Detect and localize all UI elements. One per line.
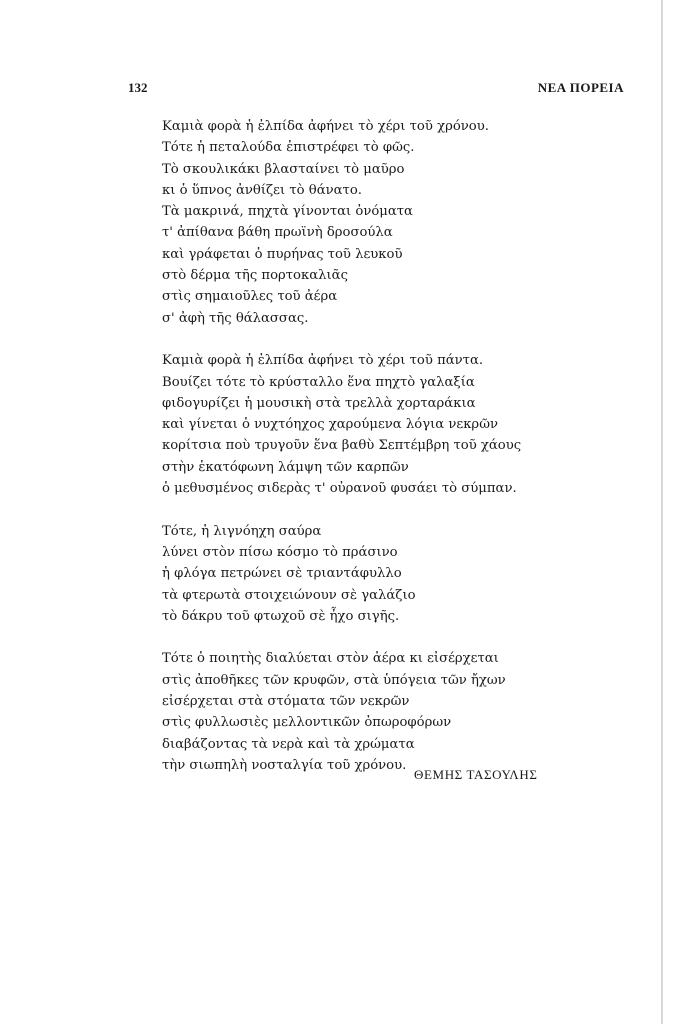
poem-line: εἰσέρχεται στὰ στόματα τῶν νεκρῶν	[162, 694, 410, 710]
poem-body	[162, 116, 582, 798]
page-edge	[661, 0, 663, 1024]
poem-line: τὴν σιωπηλὴ νοσταλγία τοῦ χρόνου.	[162, 757, 407, 773]
poem-line: τ' ἀπίθανα βάθη πρωϊνὴ δροσούλα	[162, 225, 393, 241]
stanza-1	[162, 116, 582, 329]
poem-line: στὶς σημαιοῦλες τοῦ ἀέρα	[162, 289, 338, 305]
poem-line: στὴν ἑκατόφωνη λάμψη τῶν καρπῶν	[162, 459, 409, 475]
poem-line: Καμιὰ φορὰ ἡ ἐλπίδα ἀφήνει τὸ χέρι τοῦ πάντα.	[162, 353, 484, 369]
poem-line: ὁ μεθυσμένος σιδερὰς τ' οὐρανοῦ φυσάει τὸ σύμπαν.	[162, 481, 517, 497]
poem-line: Καμιὰ φορὰ ἡ ἐλπίδα ἀφήνει τὸ χέρι τοῦ χρόνου.	[162, 119, 489, 134]
poem-line: Τότε ὁ ποιητὴς διαλύεται στὸν ἀέρα κι εἰσέρχεται	[162, 651, 499, 667]
poem-line: καὶ γίνεται ὁ νυχτόηχος χαρούμενα λόγια νεκρῶν	[162, 417, 498, 433]
poem-line: στὶς ἀποθῆκες τῶν κρυφῶν, στὰ ὑπόγεια τῶν ἤχων	[162, 672, 506, 688]
poem-line: κι ὁ ὕπνος ἀνθίζει τὸ θάνατο.	[162, 182, 362, 198]
poem-line: κορίτσια ποὺ τρυγοῦν ἕνα βαθὺ Σεπτέμβρη τοῦ χάους	[162, 438, 522, 454]
poem-line: στὸ δέρμα τῆς πορτοκαλιᾶς	[162, 268, 348, 284]
poem-line: φιδογυρίζει ἡ μουσικὴ στὰ τρελλὰ χορταράκια	[162, 395, 476, 411]
page-number: 132	[128, 80, 148, 95]
running-title: ΝΕΑ ΠΟΡΕΙΑ	[537, 80, 624, 95]
page-header	[128, 80, 624, 98]
stanza-3	[162, 521, 582, 627]
poem-line: Τὸ σκουλικάκι βλασταίνει τὸ μαῦρο	[162, 161, 405, 177]
poem-line: λύνει στὸν πίσω κόσμο τὸ πράσινο	[162, 544, 398, 560]
poem-line: Βουίζει τότε τὸ κρύσταλλο ἕνα πηχτὸ γαλαξία	[162, 374, 475, 390]
stanza-2	[162, 350, 582, 499]
stanza-4	[162, 648, 582, 776]
poem-line: στὶς φυλλωσιὲς μελλοντικῶν ὀπωροφόρων	[162, 715, 452, 731]
author-signature: ΘΕΜΗΣ ΤΑΣΟΥΛΗΣ	[414, 767, 538, 782]
poem-line: Τότε ἡ πεταλούδα ἐπιστρέφει τὸ φῶς.	[162, 140, 415, 156]
poem-line: Τὰ μακρινά, πηχτὰ γίνονται ὀνόματα	[162, 204, 413, 220]
poem-line: τὸ δάκρυ τοῦ φτωχοῦ σὲ ἦχο σιγῆς.	[162, 608, 400, 624]
poem-line: διαβάζοντας τὰ νερὰ καὶ τὰ χρώματα	[162, 736, 415, 752]
poem-line: ἡ φλόγα πετρώνει σὲ τριαντάφυλλο	[162, 566, 402, 582]
poem-line: Τότε, ἡ λιγνόηχη σαύρα	[162, 523, 322, 539]
poem-line: σ' ἀφὴ τῆς θάλασσας.	[162, 310, 309, 326]
poem-line: καὶ γράφεται ὁ πυρήνας τοῦ λευκοῦ	[162, 246, 403, 262]
poem-line: τὰ φτερωτὰ στοιχειώνουν σὲ γαλάζιο	[162, 587, 416, 603]
